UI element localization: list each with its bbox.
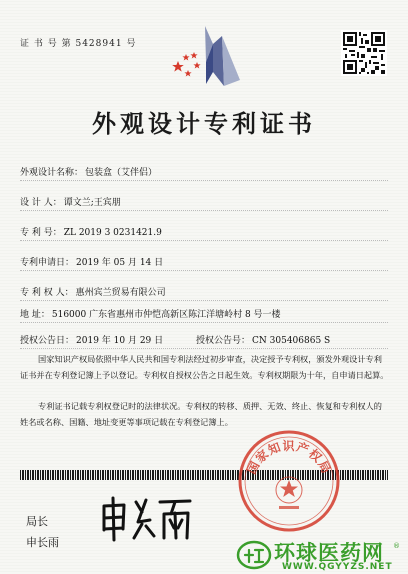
patentee-label: 专 利 权 人： bbox=[20, 288, 74, 298]
grant-date-label: 授权公告日： bbox=[20, 336, 75, 346]
address-value: 516000 广东省惠州市仲恺高新区陈江洋塘岭村 8 号一楼 bbox=[51, 310, 281, 320]
designer-label: 设 计 人： bbox=[20, 198, 62, 208]
patentee-value: 惠州宾兰贸易有限公司 bbox=[75, 288, 166, 298]
design-name-label: 外观设计名称： bbox=[20, 168, 84, 178]
design-name-value: 包装盒（艾伴侣） bbox=[85, 168, 158, 178]
page-title: 外观设计专利证书 bbox=[92, 109, 316, 138]
site-watermark bbox=[236, 540, 402, 572]
legal-status-paragraph: 专利证书记载专利权登记时的法律状况。专利权的转移、质押、无效、终止、恢复和专利权人的姓名或名称、国籍、地址变更等事项记载在专利登记簿上。 bbox=[20, 401, 382, 427]
patent-number-row bbox=[20, 225, 162, 238]
director-name: 申长雨 bbox=[26, 536, 59, 549]
grant-number-row bbox=[196, 333, 330, 346]
grant-statement-paragraph: 国家知识产权局依照中华人民共和国专利法经过初步审查，决定授予专利权，颁发外观设计专利证书并在专利登记簿上予以登记。专利权自授权公告之日起生效。专利权期限为十年，自申请日起算。 bbox=[20, 354, 389, 380]
designer-value: 谭文兰;王宾朋 bbox=[63, 198, 121, 208]
registered-mark: ® bbox=[393, 542, 400, 550]
address-label: 地 址： bbox=[20, 310, 50, 320]
designer-row bbox=[20, 195, 121, 208]
patent-number-value: ZL 2019 3 0231421.9 bbox=[63, 228, 162, 238]
watermark-url: WWW.QGYYZS.NET bbox=[282, 562, 393, 572]
grant-number-label: 授权公告号： bbox=[196, 336, 251, 346]
filing-date-value: 2019 年 05 月 14 日 bbox=[76, 258, 164, 268]
divider bbox=[20, 322, 388, 323]
address-row bbox=[20, 307, 281, 320]
cert-number-label: 证 书 号 第 bbox=[20, 39, 72, 49]
watermark-text: 环球医药网 bbox=[274, 541, 384, 565]
cert-number-value: 5428941 bbox=[75, 39, 123, 49]
patent-number-label: 专 利 号： bbox=[20, 228, 62, 238]
divider bbox=[20, 300, 388, 301]
watermark-badge-icon bbox=[236, 540, 272, 570]
cnipa-emblem-icon bbox=[168, 22, 246, 90]
grant-row bbox=[20, 333, 163, 346]
director-title: 局长 bbox=[26, 515, 48, 528]
cert-number-suffix: 号 bbox=[126, 39, 137, 49]
design-name-row bbox=[20, 165, 157, 178]
certificate-number bbox=[20, 36, 136, 49]
official-seal bbox=[236, 428, 342, 534]
seal-text: 国家知识产权局 bbox=[244, 439, 334, 477]
qr-code-icon bbox=[341, 30, 387, 76]
filing-date-row bbox=[20, 255, 163, 268]
divider bbox=[20, 210, 388, 211]
grant-number-value: CN 305406865 S bbox=[252, 336, 331, 346]
patentee-row bbox=[20, 285, 166, 298]
director-signature bbox=[98, 494, 194, 542]
divider bbox=[20, 270, 388, 271]
divider bbox=[20, 348, 388, 349]
divider bbox=[20, 180, 388, 181]
grant-date-value: 2019 年 10 月 29 日 bbox=[76, 336, 164, 346]
filing-date-label: 专利申请日： bbox=[20, 258, 75, 268]
divider bbox=[20, 240, 388, 241]
